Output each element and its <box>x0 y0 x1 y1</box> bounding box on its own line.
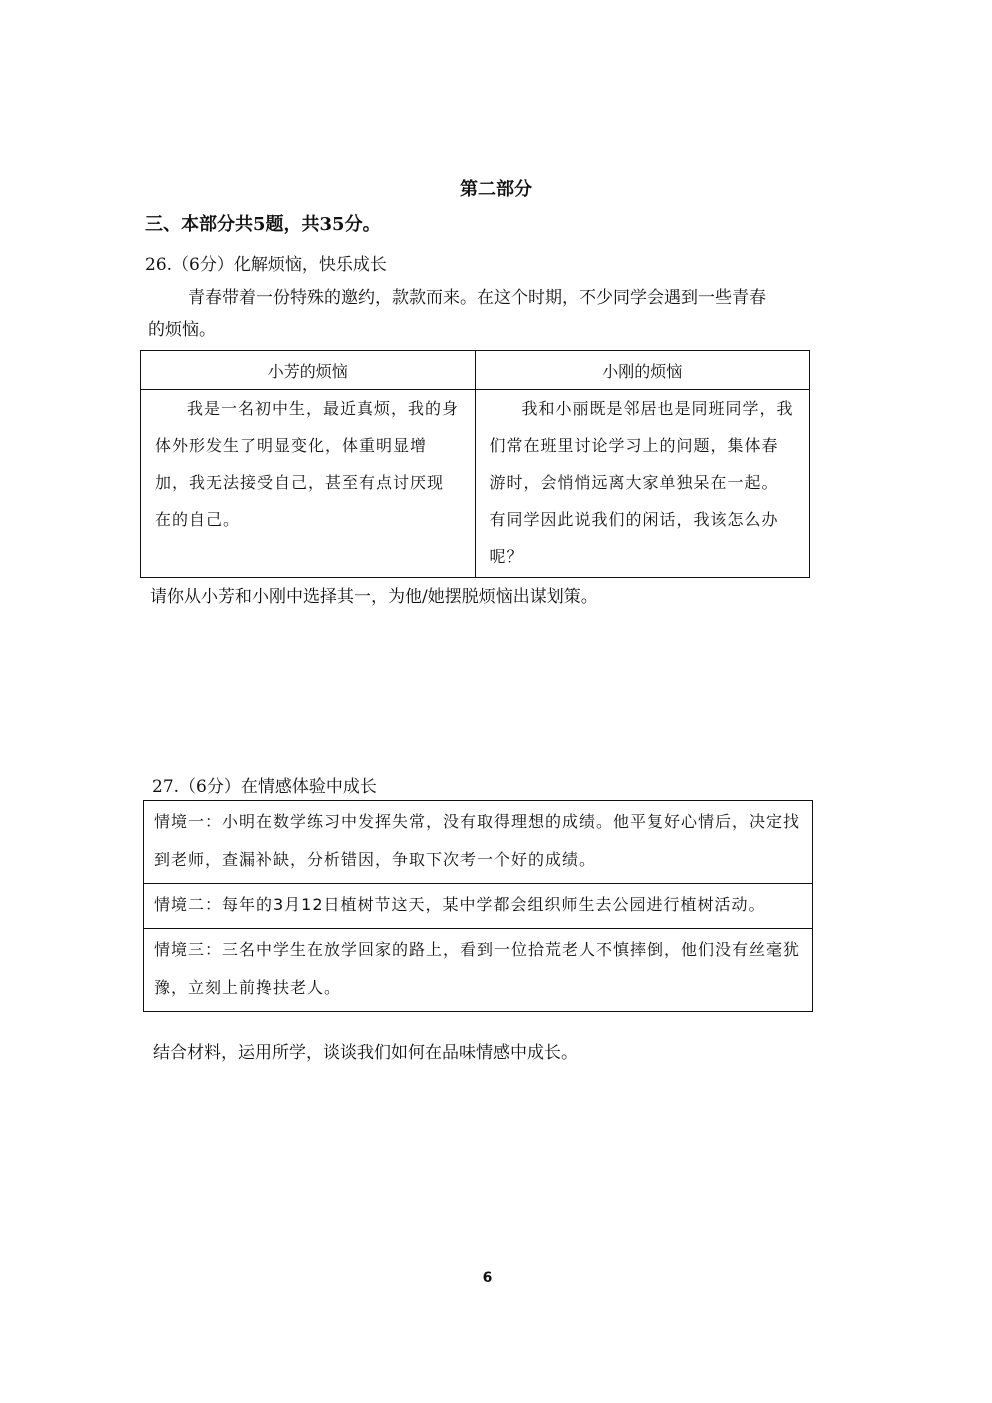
question-27-prompt: 结合材料，运用所学，谈谈我们如何在品味情感中成长。 <box>153 1043 578 1063</box>
question-26-intro-line2: 的烦恼。 <box>148 320 216 340</box>
table-header-xiaofang: 小芳的烦恼 <box>141 351 476 390</box>
table-header-row <box>141 351 810 390</box>
scenario-box <box>143 800 813 1012</box>
table-cell-xiaogang <box>475 390 810 578</box>
table-row <box>141 390 810 578</box>
part-title: 第二部分 <box>460 179 532 200</box>
xiaofang-trouble-text: 我是一名初中生，最近真烦，我的身体外形发生了明显变化，体重明显增加，我无法接受自己，甚至有点讨厌现在的自己。 <box>155 399 460 529</box>
question-27-title: 27.（6分）在情感体验中成长 <box>152 777 377 797</box>
question-26-prompt: 请你从小芳和小刚中选择其一，为他/她摆脱烦恼出谋划策。 <box>150 587 598 607</box>
scenario-1: 情境一：小明在数学练习中发挥失常，没有取得理想的成绩。他平复好心情后，决定找到老师，查漏补缺，分析错因，争取下次考一个好的成绩。 <box>144 801 812 884</box>
section-heading: 三、本部分共5题，共35分。 <box>145 214 381 235</box>
table-header-xiaogang: 小刚的烦恼 <box>475 351 810 390</box>
table-cell-xiaofang <box>141 390 476 578</box>
question-26-intro-line1: 青春带着一份特殊的邀约，款款而来。在这个时期，不少同学会遇到一些青春 <box>188 288 766 308</box>
scenario-3: 情境三：三名中学生在放学回家的路上，看到一位拾荒老人不慎摔倒，他们没有丝毫犹豫，立刻上前搀扶老人。 <box>154 940 801 997</box>
xiaogang-trouble-text: 我和小丽既是邻居也是同班同学，我们常在班里讨论学习上的问题，集体春游时，会悄悄远离大家单独呆在一起。有同学因此说我们的闲话，我该怎么办呢？ <box>489 399 794 566</box>
page-number: 6 <box>482 1270 493 1286</box>
scenario-2: 情境二：每年的3月12日植树节这天，某中学都会组织师生去公园进行植树活动。 <box>144 884 812 929</box>
trouble-table <box>140 350 810 578</box>
question-26-title: 26.（6分）化解烦恼，快乐成长 <box>145 255 387 275</box>
